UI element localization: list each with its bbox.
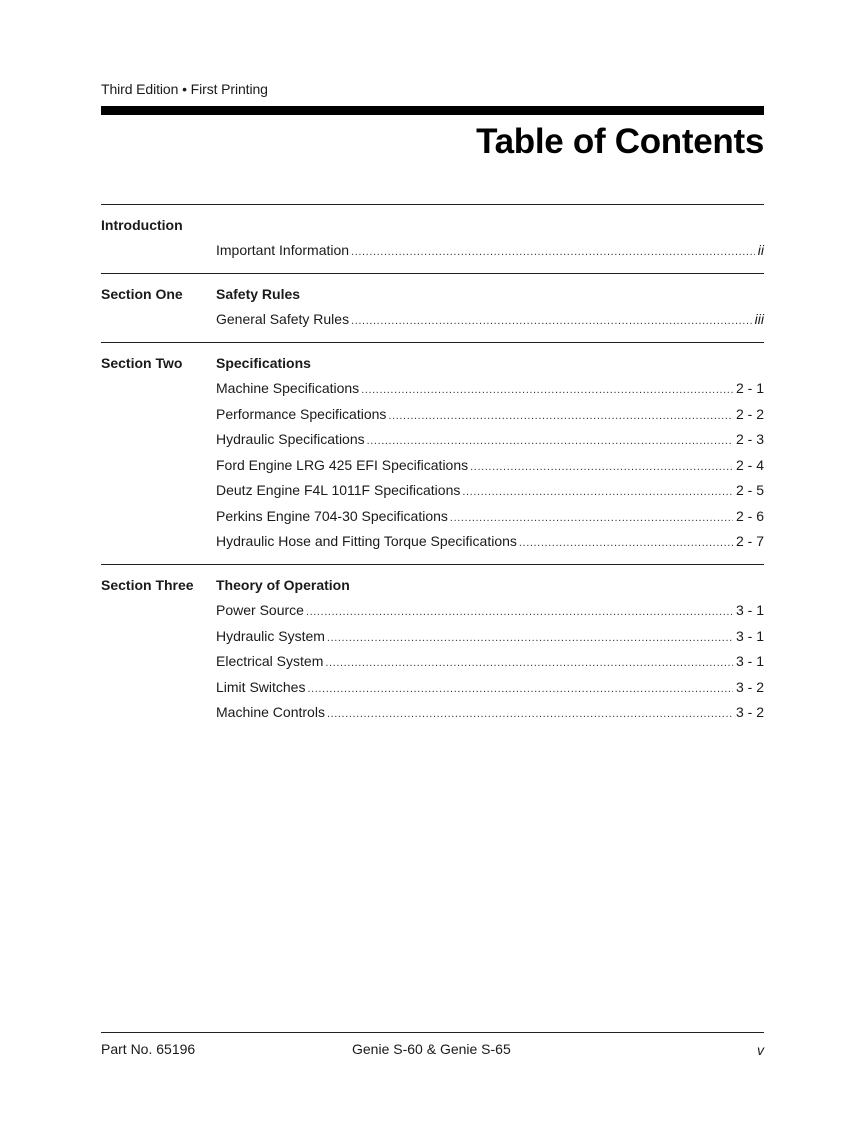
- dot-leader: [307, 681, 733, 698]
- toc-entry[interactable]: [216, 628, 764, 645]
- toc-entry-title: Machine Specifications: [216, 380, 360, 396]
- dot-leader: [325, 655, 733, 672]
- dot-leader: [450, 510, 733, 527]
- toc-entry-page: 2 - 7: [735, 533, 764, 549]
- footer-part-number: Part No. 65196: [101, 1041, 196, 1057]
- section-heading: Specifications: [216, 355, 311, 371]
- toc-entry-page: 2 - 3: [735, 431, 764, 447]
- toc-entry-page: 3 - 2: [735, 704, 764, 720]
- toc-entry[interactable]: [216, 242, 764, 259]
- toc-entry-title: Hydraulic Specifications: [216, 431, 365, 447]
- toc-entry-page: 2 - 6: [735, 507, 764, 524]
- edition-label: Third Edition • First Printing: [101, 81, 268, 97]
- toc-entry[interactable]: [216, 508, 764, 525]
- dot-leader: [367, 433, 733, 450]
- header-rule: [101, 106, 764, 115]
- toc-entry-title: General Safety Rules: [216, 311, 350, 327]
- toc-entry-page: 2 - 4: [735, 456, 764, 473]
- dot-leader: [351, 313, 752, 330]
- section-heading: Theory of Operation: [216, 577, 350, 593]
- toc-entry-title: Electrical System: [216, 653, 324, 669]
- footer-page-number: v: [757, 1042, 764, 1058]
- toc-entry[interactable]: [216, 406, 764, 423]
- toc-entry[interactable]: [216, 482, 764, 499]
- toc-entry[interactable]: [216, 311, 764, 328]
- toc-entry-page: 3 - 1: [735, 602, 764, 618]
- toc-entry[interactable]: [216, 431, 764, 448]
- toc-entry[interactable]: [216, 704, 764, 721]
- toc-entry[interactable]: [216, 653, 764, 670]
- page-title: Table of Contents: [476, 122, 764, 161]
- toc-section-one: [101, 273, 764, 342]
- section-heading: [216, 217, 764, 234]
- toc-entry-title: Power Source: [216, 602, 304, 618]
- section-label: Section Two: [101, 355, 183, 371]
- toc-entry-page: 2 - 2: [735, 405, 764, 422]
- table-of-contents: [101, 204, 764, 735]
- section-label: Section One: [101, 286, 183, 302]
- toc-entry-title: Important Information: [216, 242, 350, 258]
- dot-leader: [327, 630, 733, 647]
- toc-entry-page: 3 - 1: [735, 653, 764, 669]
- dot-leader: [351, 244, 755, 261]
- toc-entry-title: Performance Specifications: [216, 405, 387, 422]
- toc-entry-title: Hydraulic System: [216, 627, 325, 644]
- section-label: Section Three: [101, 577, 194, 593]
- toc-entry-title: Machine Controls: [216, 704, 325, 720]
- toc-section-two: [101, 342, 764, 564]
- toc-section-introduction: [101, 204, 764, 273]
- toc-entry-page: 3 - 2: [735, 678, 764, 695]
- section-body: [216, 355, 764, 550]
- section-body: [216, 577, 764, 721]
- toc-section-three: [101, 564, 764, 735]
- toc-entry[interactable]: [216, 602, 764, 619]
- section-body: [216, 286, 764, 328]
- toc-entry[interactable]: [216, 533, 764, 550]
- toc-entry-page: 2 - 5: [735, 482, 764, 498]
- dot-leader: [327, 706, 733, 723]
- toc-entry-title: Perkins Engine 704-30 Specifications: [216, 507, 448, 524]
- dot-leader: [361, 382, 733, 399]
- section-label: Introduction: [101, 217, 183, 233]
- toc-entry-page: iii: [754, 311, 764, 327]
- toc-entry-page: ii: [757, 242, 764, 258]
- section-body: [216, 217, 764, 259]
- toc-entry-title: Limit Switches: [216, 678, 306, 695]
- toc-entry[interactable]: [216, 457, 764, 474]
- toc-entry[interactable]: [216, 380, 764, 397]
- dot-leader: [470, 459, 733, 476]
- dot-leader: [388, 408, 733, 425]
- dot-leader: [306, 604, 733, 621]
- footer-product-name: Genie S-60 & Genie S-65: [352, 1041, 511, 1057]
- toc-entry-page: 2 - 1: [735, 380, 764, 396]
- dot-leader: [462, 484, 733, 501]
- toc-entry-title: Ford Engine LRG 425 EFI Specifications: [216, 456, 469, 473]
- toc-entry-title: Hydraulic Hose and Fitting Torque Specifications: [216, 533, 517, 549]
- toc-entry-title: Deutz Engine F4L 1011F Specifications: [216, 482, 461, 498]
- section-heading: Safety Rules: [216, 286, 301, 302]
- dot-leader: [519, 535, 733, 552]
- footer-rule: [101, 1032, 764, 1033]
- toc-entry[interactable]: [216, 679, 764, 696]
- toc-entry-page: 3 - 1: [735, 627, 764, 644]
